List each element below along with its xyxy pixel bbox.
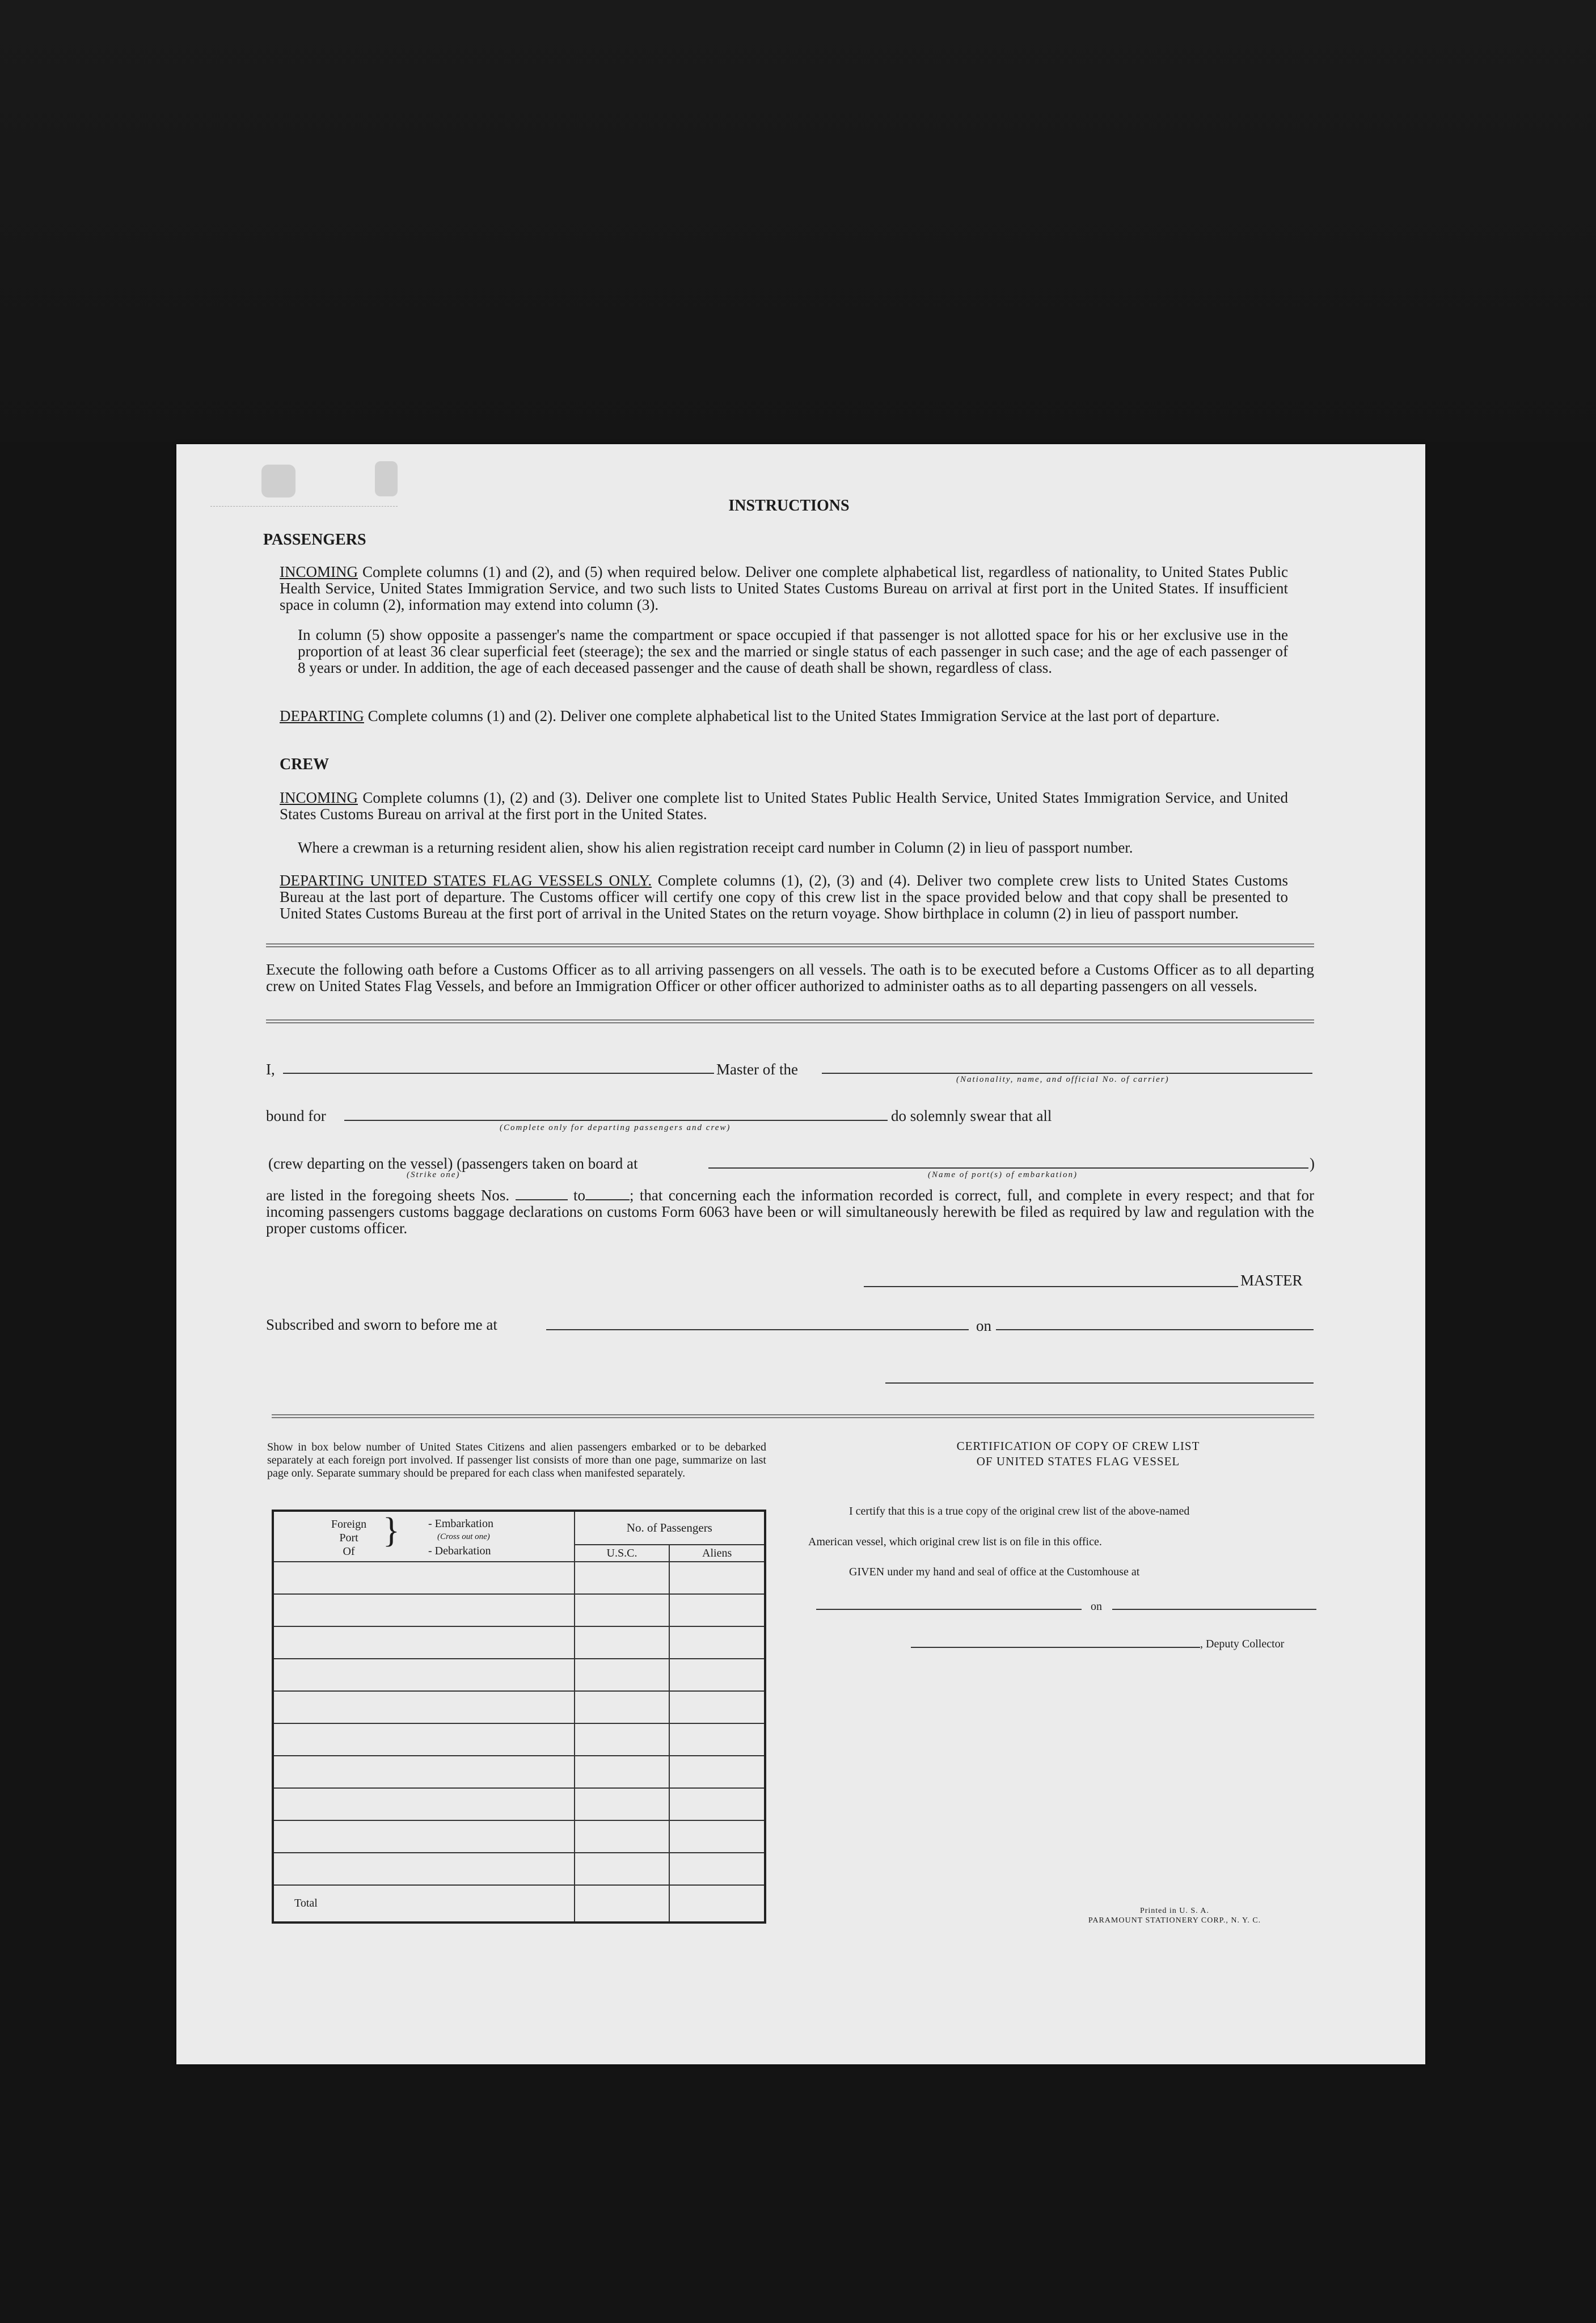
deputy-collector-label: , Deputy Collector — [1200, 1638, 1285, 1650]
embarkation-ports-field[interactable] — [708, 1167, 1308, 1169]
carrier-field[interactable] — [822, 1073, 1312, 1074]
crew-departing-label: DEPARTING UNITED STATES FLAG VESSELS ONLY. — [280, 872, 652, 889]
certification-date-field[interactable] — [1112, 1609, 1316, 1610]
usc-cell[interactable] — [575, 1562, 670, 1594]
port-cell[interactable] — [273, 1723, 575, 1756]
aliens-total-cell[interactable] — [669, 1885, 765, 1923]
passengers-heading: PASSENGERS — [263, 531, 366, 549]
destination-field[interactable] — [344, 1120, 888, 1121]
aliens-cell[interactable] — [669, 1853, 765, 1885]
subscribed-label: Subscribed and sworn to before me at — [266, 1316, 497, 1333]
port-cell[interactable] — [273, 1594, 575, 1626]
aliens-header: Aliens — [669, 1545, 765, 1562]
table-row — [273, 1659, 765, 1691]
passengers-incoming-paragraph — [280, 564, 1288, 613]
divider — [266, 943, 1314, 947]
close-paren: ) — [1310, 1155, 1315, 1172]
strike-caption: (Strike one) — [407, 1170, 461, 1179]
departing-text: Complete columns (1) and (2). Deliver one complete alphabetical list to the United States Immigration Service at the last port of departure. — [364, 707, 1220, 724]
table-row — [273, 1691, 765, 1723]
table-row — [273, 1756, 765, 1788]
debarkation-label: - Debarkation — [428, 1545, 491, 1557]
aliens-cell[interactable] — [669, 1723, 765, 1756]
faded-stamp-mark — [261, 465, 295, 498]
usc-total-cell[interactable] — [575, 1885, 670, 1923]
printer-imprint — [1044, 1906, 1305, 1925]
crew-resident-paragraph: Where a crewman is a returning resident alien, show his alien registration receipt card number in Column (2) in lieu of passport number. — [298, 839, 1133, 856]
swear-text: do solemnly swear that all — [891, 1107, 1052, 1124]
table-row — [273, 1853, 765, 1885]
aliens-cell[interactable] — [669, 1562, 765, 1594]
deputy-signature-field[interactable] — [911, 1647, 1200, 1648]
usc-cell[interactable] — [575, 1594, 670, 1626]
customhouse-field[interactable] — [816, 1609, 1082, 1610]
printer-line2: PARAMOUNT STATIONERY CORP., N. Y. C. — [1088, 1916, 1261, 1925]
incoming-label: INCOMING — [280, 563, 358, 580]
usc-cell[interactable] — [575, 1723, 670, 1756]
certification-line1: I certify that this is a true copy of the original crew list of the above-named — [849, 1505, 1190, 1517]
table-row — [273, 1626, 765, 1659]
incoming-text: Complete columns (1) and (2), and (5) when required below. Deliver one complete alphabetical list, regardless of nationality, to United States Public Health Service, United States Immigration Service, and two such lists to United States Customs Bureau on arrival at first port in the United States. If insufficient space in column (2), information may extend into column (3). — [280, 563, 1288, 613]
master-label: MASTER — [1240, 1272, 1303, 1289]
certification-title-line1: CERTIFICATION OF COPY OF CREW LIST — [956, 1439, 1200, 1453]
port-word: Port — [339, 1532, 358, 1544]
total-row — [273, 1885, 765, 1923]
foreign-port-of-label — [326, 1517, 371, 1558]
aliens-cell[interactable] — [669, 1691, 765, 1723]
no-of-passengers-header: No. of Passengers — [575, 1511, 765, 1545]
aliens-cell[interactable] — [669, 1659, 765, 1691]
crew-heading: CREW — [280, 756, 330, 773]
usc-cell[interactable] — [575, 1659, 670, 1691]
carrier-caption: (Nationality, name, and official No. of carrier) — [956, 1075, 1169, 1084]
port-header-cell — [273, 1511, 575, 1562]
certification-title-line2: OF UNITED STATES FLAG VESSEL — [976, 1454, 1180, 1468]
listed-paragraph — [266, 1187, 1314, 1237]
usc-cell[interactable] — [575, 1626, 670, 1659]
usc-cell[interactable] — [575, 1853, 670, 1885]
port-cell[interactable] — [273, 1626, 575, 1659]
faded-top-rule — [210, 506, 398, 507]
table-row — [273, 1562, 765, 1594]
port-cell[interactable] — [273, 1562, 575, 1594]
divider — [266, 1019, 1314, 1023]
port-cell[interactable] — [273, 1659, 575, 1691]
table-row — [273, 1594, 765, 1626]
sheet-from-field[interactable] — [516, 1199, 568, 1200]
port-cell[interactable] — [273, 1691, 575, 1723]
port-cell[interactable] — [273, 1788, 575, 1820]
aliens-cell[interactable] — [669, 1788, 765, 1820]
crew-incoming-text: Complete columns (1), (2) and (3). Deliver one complete list to United States Public Health Service, United States Immigration Service, and United States Customs Bureau on arrival at the first port in the United States. — [280, 789, 1288, 823]
aliens-cell[interactable] — [669, 1594, 765, 1626]
aliens-cell[interactable] — [669, 1756, 765, 1788]
table-row — [273, 1788, 765, 1820]
page-title: INSTRUCTIONS — [728, 497, 850, 515]
printer-line1: Printed in U. S. A. — [1139, 1907, 1210, 1915]
total-label: Total — [273, 1885, 575, 1923]
port-cell[interactable] — [273, 1820, 575, 1853]
crew-departing-text: Complete columns (1), (2), (3) and (4). Deliver two complete crew lists to United States Customs Bureau at the last port of departure. The Customs officer will certify one copy of this crew list in the space provided below and that copy shall be presented to United States Customs Bureau at the first port of arrival in the United States on the return voyage. Show birthplace in column (2) in lieu of passport number. — [280, 872, 1288, 922]
certification-line2: American vessel, which original crew list is on file in this office. — [808, 1536, 1102, 1548]
listed-prefix: are listed in the foregoing sheets Nos. — [266, 1187, 510, 1204]
usc-header: U.S.C. — [575, 1545, 670, 1562]
master-name-field[interactable] — [283, 1073, 714, 1074]
embarkation-label: - Embarkation — [428, 1517, 493, 1530]
bound-for-label: bound for — [266, 1107, 326, 1124]
oath-i-label: I, — [266, 1061, 275, 1078]
certification-on-label: on — [1091, 1600, 1102, 1613]
listed-rest: ; that concerning each the information recorded is correct, full, and complete in every respect; and that for incoming passengers customs baggage declarations on customs Form 6063 have been or will simultaneously herewith be filed as required by law and regulation with the proper customs officer. — [266, 1187, 1315, 1237]
aliens-cell[interactable] — [669, 1820, 765, 1853]
master-signature-field[interactable] — [864, 1286, 1238, 1287]
crew-incoming-label: INCOMING — [280, 789, 358, 806]
oath-instruction: Execute the following oath before a Customs Officer as to all arriving passengers on all vessels. The oath is to be executed before a Customs Officer as to all departing crew on United States Flag Vessels, and before an Immigration Officer or other officer authorized to administer oaths as to all departing passengers on all vessels. — [266, 961, 1314, 994]
form-sheet — [176, 444, 1425, 2064]
ports-caption: (Name of port(s) of embarkation) — [928, 1170, 1078, 1179]
foreign-word: Foreign — [331, 1518, 367, 1531]
of-word: Of — [343, 1545, 355, 1558]
table-row — [273, 1723, 765, 1756]
bound-caption: (Complete only for departing passengers and crew) — [500, 1123, 731, 1132]
divider — [272, 1414, 1314, 1418]
on-label: on — [976, 1317, 991, 1334]
usc-cell[interactable] — [575, 1788, 670, 1820]
usc-cell[interactable] — [575, 1691, 670, 1723]
officer-signature-field[interactable] — [885, 1382, 1314, 1384]
faded-stamp-mark — [375, 461, 398, 496]
port-cell[interactable] — [273, 1853, 575, 1885]
port-cell[interactable] — [273, 1756, 575, 1788]
usc-cell[interactable] — [575, 1756, 670, 1788]
summary-instruction: Show in box below number of United States Citizens and alien passengers embarked or to be debarked separately at each foreign port involved. If passenger list consists of more than one page, summarize on last page only. Separate summary should be prepared for each class when manifested separately. — [267, 1441, 766, 1479]
certification-title — [885, 1439, 1271, 1469]
brace-glyph: } — [383, 1511, 400, 1550]
certification-line3: GIVEN under my hand and seal of office at the Customhouse at — [849, 1566, 1140, 1578]
crew-departing-paragraph — [280, 872, 1288, 922]
departing-label: DEPARTING — [280, 707, 364, 724]
cross-out-label: (Cross out one) — [437, 1532, 490, 1541]
to-label: to — [573, 1187, 585, 1204]
usc-cell[interactable] — [575, 1820, 670, 1853]
passengers-departing-paragraph — [280, 708, 1288, 724]
column5-paragraph: In column (5) show opposite a passenger's name the compartment or space occupied if that passenger is not allotted space for his or her exclusive use in the proportion of at least 36 clear superficial feet (steerage); the sex and the married or single status of each passenger in such case; and the age of each passenger of 8 years or under. In addition, the age of each deceased passenger and the cause of death shall be shown, regardless of class. — [298, 626, 1288, 676]
passenger-summary-table — [272, 1510, 766, 1924]
scan-background — [0, 0, 1596, 442]
strike-one-text: (crew departing on the vessel) (passengers taken on board at — [268, 1155, 638, 1172]
table-row — [273, 1820, 765, 1853]
sheet-to-field[interactable] — [585, 1199, 630, 1200]
sworn-place-field[interactable] — [546, 1329, 969, 1330]
aliens-cell[interactable] — [669, 1626, 765, 1659]
master-of-the-label: Master of the — [716, 1061, 798, 1078]
sworn-date-field[interactable] — [996, 1329, 1314, 1330]
crew-incoming-paragraph — [280, 790, 1288, 823]
